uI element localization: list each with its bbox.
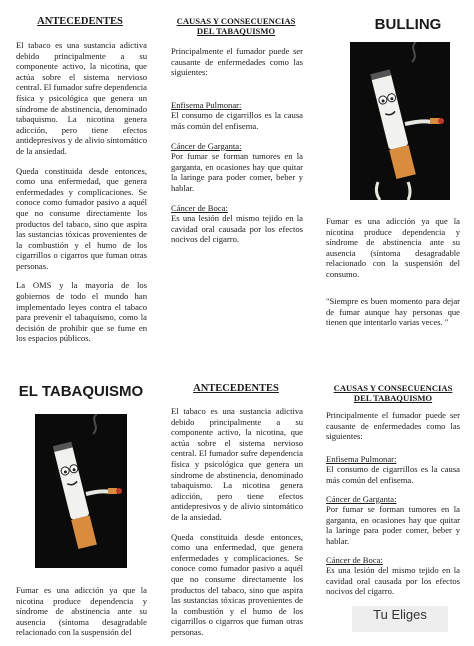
causa-label: Cáncer de Boca: [326,554,383,565]
causa-item [326,494,460,547]
causas-intro: Principalmente el fumador puede ser causante de enfermedades como las siguientes: [171,46,303,78]
causa-text: El consumo de cigarrillos es la causa más común del enfisema. [171,110,303,131]
bulling-text: Fumar es una adicción ya que la nicotina produce dependencia y síndrome de abstinencia ante su ausencia (síntoma desagradable relacionado con la suspensión del consumo. [326,216,460,279]
antecedentes-body-2 [171,406,303,646]
causas-body-2 [326,410,460,597]
causa-text: Por fumar se forman tumores en la garganta, en ocasiones hay que quitar la laringe para poder comer, beber y hablar. [326,504,460,546]
causa-item [171,141,303,194]
causas-intro: Principalmente el fumador puede ser causante de enfermedades como las siguientes: [326,410,460,442]
causa-label: Enfisema Pulmonar: [326,453,397,464]
tabaquismo-text: Fumar es una adicción ya que la nicotina produce dependencia y síndrome de abstinencia ante su ausencia (síntoma desagradable relacionado con la suspensión del [16,585,147,638]
causas-title-2: CAUSAS Y CONSECUENCIAS DEL TABAQUISMO [333,383,453,403]
causa-item [171,100,303,132]
causa-item [171,203,303,245]
causa-label: Enfisema Pulmonar: [171,99,242,110]
tu-eliges-text: Tu Eliges [373,607,427,622]
antecedentes-p2: Queda constituida desde entonces, como una enfermedad, que genera enfermedades y complicaciones. Se conoce como fumador pasivo a aquél que no consume directamente los productos del tabaco, sino que aspira las sustancias tóxicas provenientes de la combustión y el humo de los cigarrillos o cigarros que fuman otras personas. [171,531,303,637]
antecedentes-title: ANTECEDENTES [37,16,123,27]
causa-item [326,555,460,597]
tu-eliges-logo [352,606,448,632]
causa-label: Cáncer de Garganta: [171,140,242,151]
causas-title: CAUSAS Y CONSECUENCIAS DEL TABAQUISMO [176,16,296,36]
antecedentes-p1: El tabaco es una sustancia adictiva debido principalmente a su componente activo, la nicotina, que actúa sobre el sistema nervioso central. El fumador sufre dependencia física y psicológica que genera un síndrome de abstinencia, denominado tabaquismo. La nicotina genera adicción, pero tiene efectos antidepresivos y de alivio sintomático de la ansiedad. [16,40,147,156]
antecedentes-p1: El tabaco es una sustancia adictiva debido principalmente a su componente activo, la nicotina, que actúa sobre el sistema nervioso central. El fumador sufre dependencia física y psicológica que genera un síndrome de abstinencia, denominado tabaquismo. La nicotina genera adicción, pero tiene efectos antidepresivos y de alivio sintomático de la ansiedad. [171,406,303,522]
causa-text: Es una lesión del mismo tejido en la cavidad oral causada por los efectos nocivos del cigarro. [326,565,460,597]
bulling-quote: "Siempre es buen momento para dejar de fumar aunque hay personas que tienen que intentarlo varias veces. " [326,296,460,328]
causas-body [171,46,303,245]
causa-label: Cáncer de Garganta: [326,493,397,504]
antecedentes-p2: Queda constituida desde entonces, como una enfermedad, que genera enfermedades y complicaciones. Se conoce como fumador pasivo a aquél que no consume directamente los productos del tabaco, sino que aspira las sustancias tóxicas provenientes de la combustión y el humo de los cigarrillos o cigarros que fuman otras personas. [16,165,147,271]
tabaquismo-title: EL TABAQUISMO [18,383,144,400]
antecedentes-body [16,40,147,353]
antecedentes-title-2: ANTECEDENTES [193,383,279,394]
causa-item [326,454,460,486]
antecedentes-p3: La OMS y la mayoría de los gobiernos de todo el mundo han implementado leyes contra el tabaco para prevenir el tabaquismo, como la decisión de prohibir que se fume en los espacios públicos. [16,280,147,344]
causa-label: Cáncer de Boca: [171,202,228,213]
cigarette-image-top [350,42,450,200]
causa-text: Por fumar se forman tumores en la garganta, en ocasiones hay que quitar la laringe para poder comer, beber y hablar. [171,151,303,193]
causa-text: Es una lesión del mismo tejido en la cavidad oral causada por los efectos nocivos del cigarro. [171,213,303,245]
bulling-title: BULLING [374,16,442,33]
causa-text: El consumo de cigarrillos es la causa más común del enfisema. [326,464,460,485]
cigarette-image-bottom [35,414,127,568]
